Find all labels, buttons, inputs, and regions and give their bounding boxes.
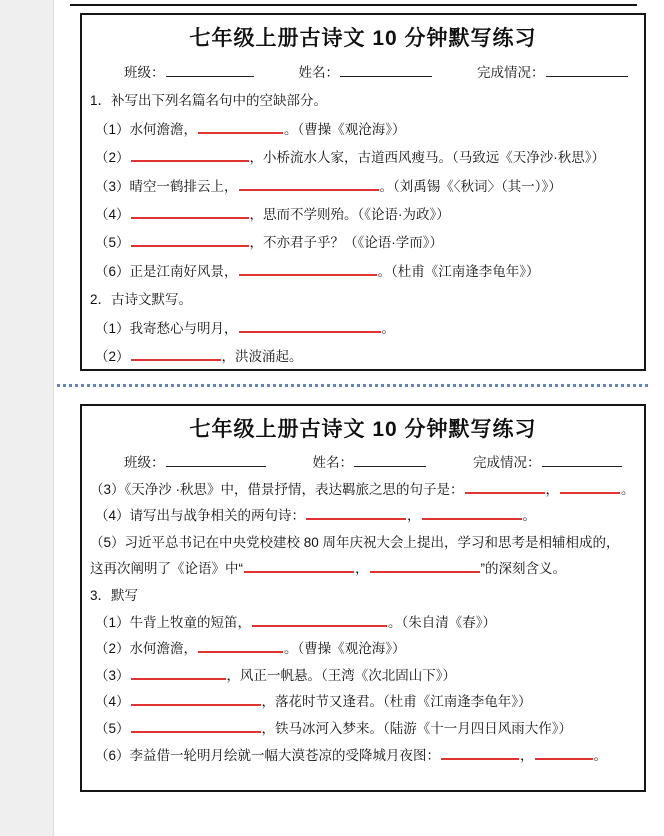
question-text: （4） xyxy=(95,206,130,222)
question-text: 2．古诗文默写。 xyxy=(90,292,193,308)
answer-blank-underline xyxy=(239,177,379,190)
header-field xyxy=(473,450,623,477)
field-label: 姓名： xyxy=(312,455,353,470)
question-line xyxy=(90,258,636,286)
question-line xyxy=(90,530,636,557)
question-text: ”的深刻含义。 xyxy=(480,561,566,577)
question-line xyxy=(90,116,636,144)
question-text: ， xyxy=(355,561,369,577)
field-label: 完成情况： xyxy=(477,65,545,80)
field-blank-underline xyxy=(546,65,628,77)
question-text: （1）水何澹澹， xyxy=(95,121,198,137)
question-text: 。 xyxy=(593,747,608,763)
top-rule-line xyxy=(70,4,637,6)
question-text: （5）习近平总书记在中央党校建校 80 周年庆祝大会上提出，学习和思考是相辅相成的， xyxy=(90,534,620,550)
question-line xyxy=(90,583,636,610)
answer-blank-underline xyxy=(535,746,593,759)
question-line xyxy=(90,636,636,663)
answer-blank-underline xyxy=(239,262,377,275)
worksheet-title: 七年级上册古诗文 10 分钟默写练习 xyxy=(189,27,537,50)
answer-blank-underline xyxy=(131,205,249,218)
question-line xyxy=(90,743,636,770)
question-text: （3）《天净沙 ·秋思》中，借景抒情，表达羁旅之思的句子是： xyxy=(90,481,464,497)
question-text: ，不亦君子乎？（《论语·学而》） xyxy=(249,235,444,251)
header-field xyxy=(477,59,629,87)
answer-blank-underline xyxy=(131,234,249,247)
field-blank-underline xyxy=(166,65,254,77)
question-text: 。（朱自清《春》） xyxy=(388,614,497,630)
question-line xyxy=(90,286,636,314)
question-line xyxy=(90,663,636,690)
question-text: 。（刘禹锡《〈秋词〉（其一）》） xyxy=(379,178,562,194)
answer-blank-underline xyxy=(131,347,221,360)
question-line xyxy=(90,556,636,583)
question-text: 。 xyxy=(621,481,635,497)
answer-blank-underline xyxy=(198,640,283,653)
answer-blank-underline xyxy=(441,746,519,759)
header-field xyxy=(299,59,434,87)
question-text: ，思而不学则殆。（《论语·为政》） xyxy=(249,206,450,222)
question-lines xyxy=(90,87,636,371)
question-text: 3．默写 xyxy=(90,587,139,603)
answer-blank-underline xyxy=(306,507,406,520)
question-line xyxy=(90,343,636,371)
section-divider xyxy=(57,384,649,387)
worksheet-title: 七年级上册古诗文 10 分钟默写练习 xyxy=(189,418,537,441)
question-line xyxy=(90,144,636,172)
question-text: 。 xyxy=(381,320,396,336)
answer-blank-underline xyxy=(131,719,261,732)
answer-blank-underline xyxy=(131,149,249,162)
question-text: ，落花时节又逢君。（杜甫《江南逢李龟年》） xyxy=(261,694,532,710)
field-label: 姓名： xyxy=(298,65,339,80)
answer-blank-underline xyxy=(370,560,480,573)
question-text: （5） xyxy=(95,235,130,251)
question-line xyxy=(90,610,636,637)
question-text: （2） xyxy=(95,348,130,364)
header-field xyxy=(313,450,428,477)
question-text: （2）水何澹澹， xyxy=(95,641,198,657)
question-line xyxy=(90,477,636,504)
question-text: （6）李益借一轮明月绘就一幅大漠苍凉的受降城月夜图： xyxy=(95,747,441,763)
answer-blank-underline xyxy=(422,507,522,520)
worksheet-card xyxy=(80,404,646,792)
question-text: （1）我寄愁心与明月， xyxy=(95,320,238,336)
answer-blank-underline xyxy=(198,120,283,133)
header-field xyxy=(124,59,255,87)
question-text: ， xyxy=(407,508,421,524)
answer-blank-underline xyxy=(131,666,226,679)
question-line xyxy=(90,716,636,743)
question-text: ，洪波涌起。 xyxy=(221,348,303,364)
answer-blank-underline xyxy=(252,613,387,626)
field-label: 班级： xyxy=(124,65,165,80)
question-line xyxy=(90,201,636,229)
fields-row xyxy=(90,450,636,477)
question-text: 。（曹操《观沧海》） xyxy=(284,641,406,657)
question-text: （3） xyxy=(95,667,130,683)
question-text: 这再次阐明了《论语》中“ xyxy=(90,561,243,577)
field-label: 班级： xyxy=(124,455,165,470)
left-gutter xyxy=(0,0,54,836)
question-text: ，风正一帆悬。（王湾《次北固山下》） xyxy=(226,667,457,683)
question-text: （6）正是江南好风景， xyxy=(95,263,238,279)
question-text: 1．补写出下列名篇名句中的空缺部分。 xyxy=(90,93,328,109)
field-blank-underline xyxy=(542,455,622,467)
answer-blank-underline xyxy=(131,693,261,706)
question-text: 。（曹操《观沧海》） xyxy=(284,121,406,137)
field-label: 完成情况： xyxy=(473,455,541,470)
question-text: 。 xyxy=(522,508,537,524)
question-lines xyxy=(90,477,636,770)
question-text: （3）晴空一鹤排云上， xyxy=(95,178,238,194)
question-text: ， xyxy=(545,481,560,497)
fields-row xyxy=(90,59,636,87)
header-field xyxy=(124,450,267,477)
question-text: （4） xyxy=(95,694,130,710)
question-text: （5） xyxy=(95,720,130,736)
question-line xyxy=(90,173,636,201)
question-text: ，小桥流水人家，古道西风瘦马。（马致远《天净沙·秋思》） xyxy=(249,150,606,166)
answer-blank-underline xyxy=(560,480,620,493)
question-text: ，铁马冰河入梦来。（陆游《十一月四日风雨大作》） xyxy=(261,720,573,736)
answer-blank-underline xyxy=(465,480,545,493)
field-blank-underline xyxy=(354,455,426,467)
question-line xyxy=(90,315,636,343)
question-text: （1）牛背上牧童的短笛， xyxy=(95,614,252,630)
worksheet-card xyxy=(80,13,646,371)
question-line xyxy=(90,229,636,257)
question-line xyxy=(90,689,636,716)
field-blank-underline xyxy=(340,65,432,77)
question-line xyxy=(90,87,636,115)
question-line xyxy=(90,503,636,530)
question-text: （4）请写出与战争相关的两句诗： xyxy=(95,508,306,524)
answer-blank-underline xyxy=(244,560,354,573)
question-text: （2） xyxy=(95,150,130,166)
answer-blank-underline xyxy=(239,319,381,332)
field-blank-underline xyxy=(166,455,266,467)
question-text: 。（杜甫《江南逢李龟年》） xyxy=(377,263,540,279)
question-text: ， xyxy=(520,747,534,763)
